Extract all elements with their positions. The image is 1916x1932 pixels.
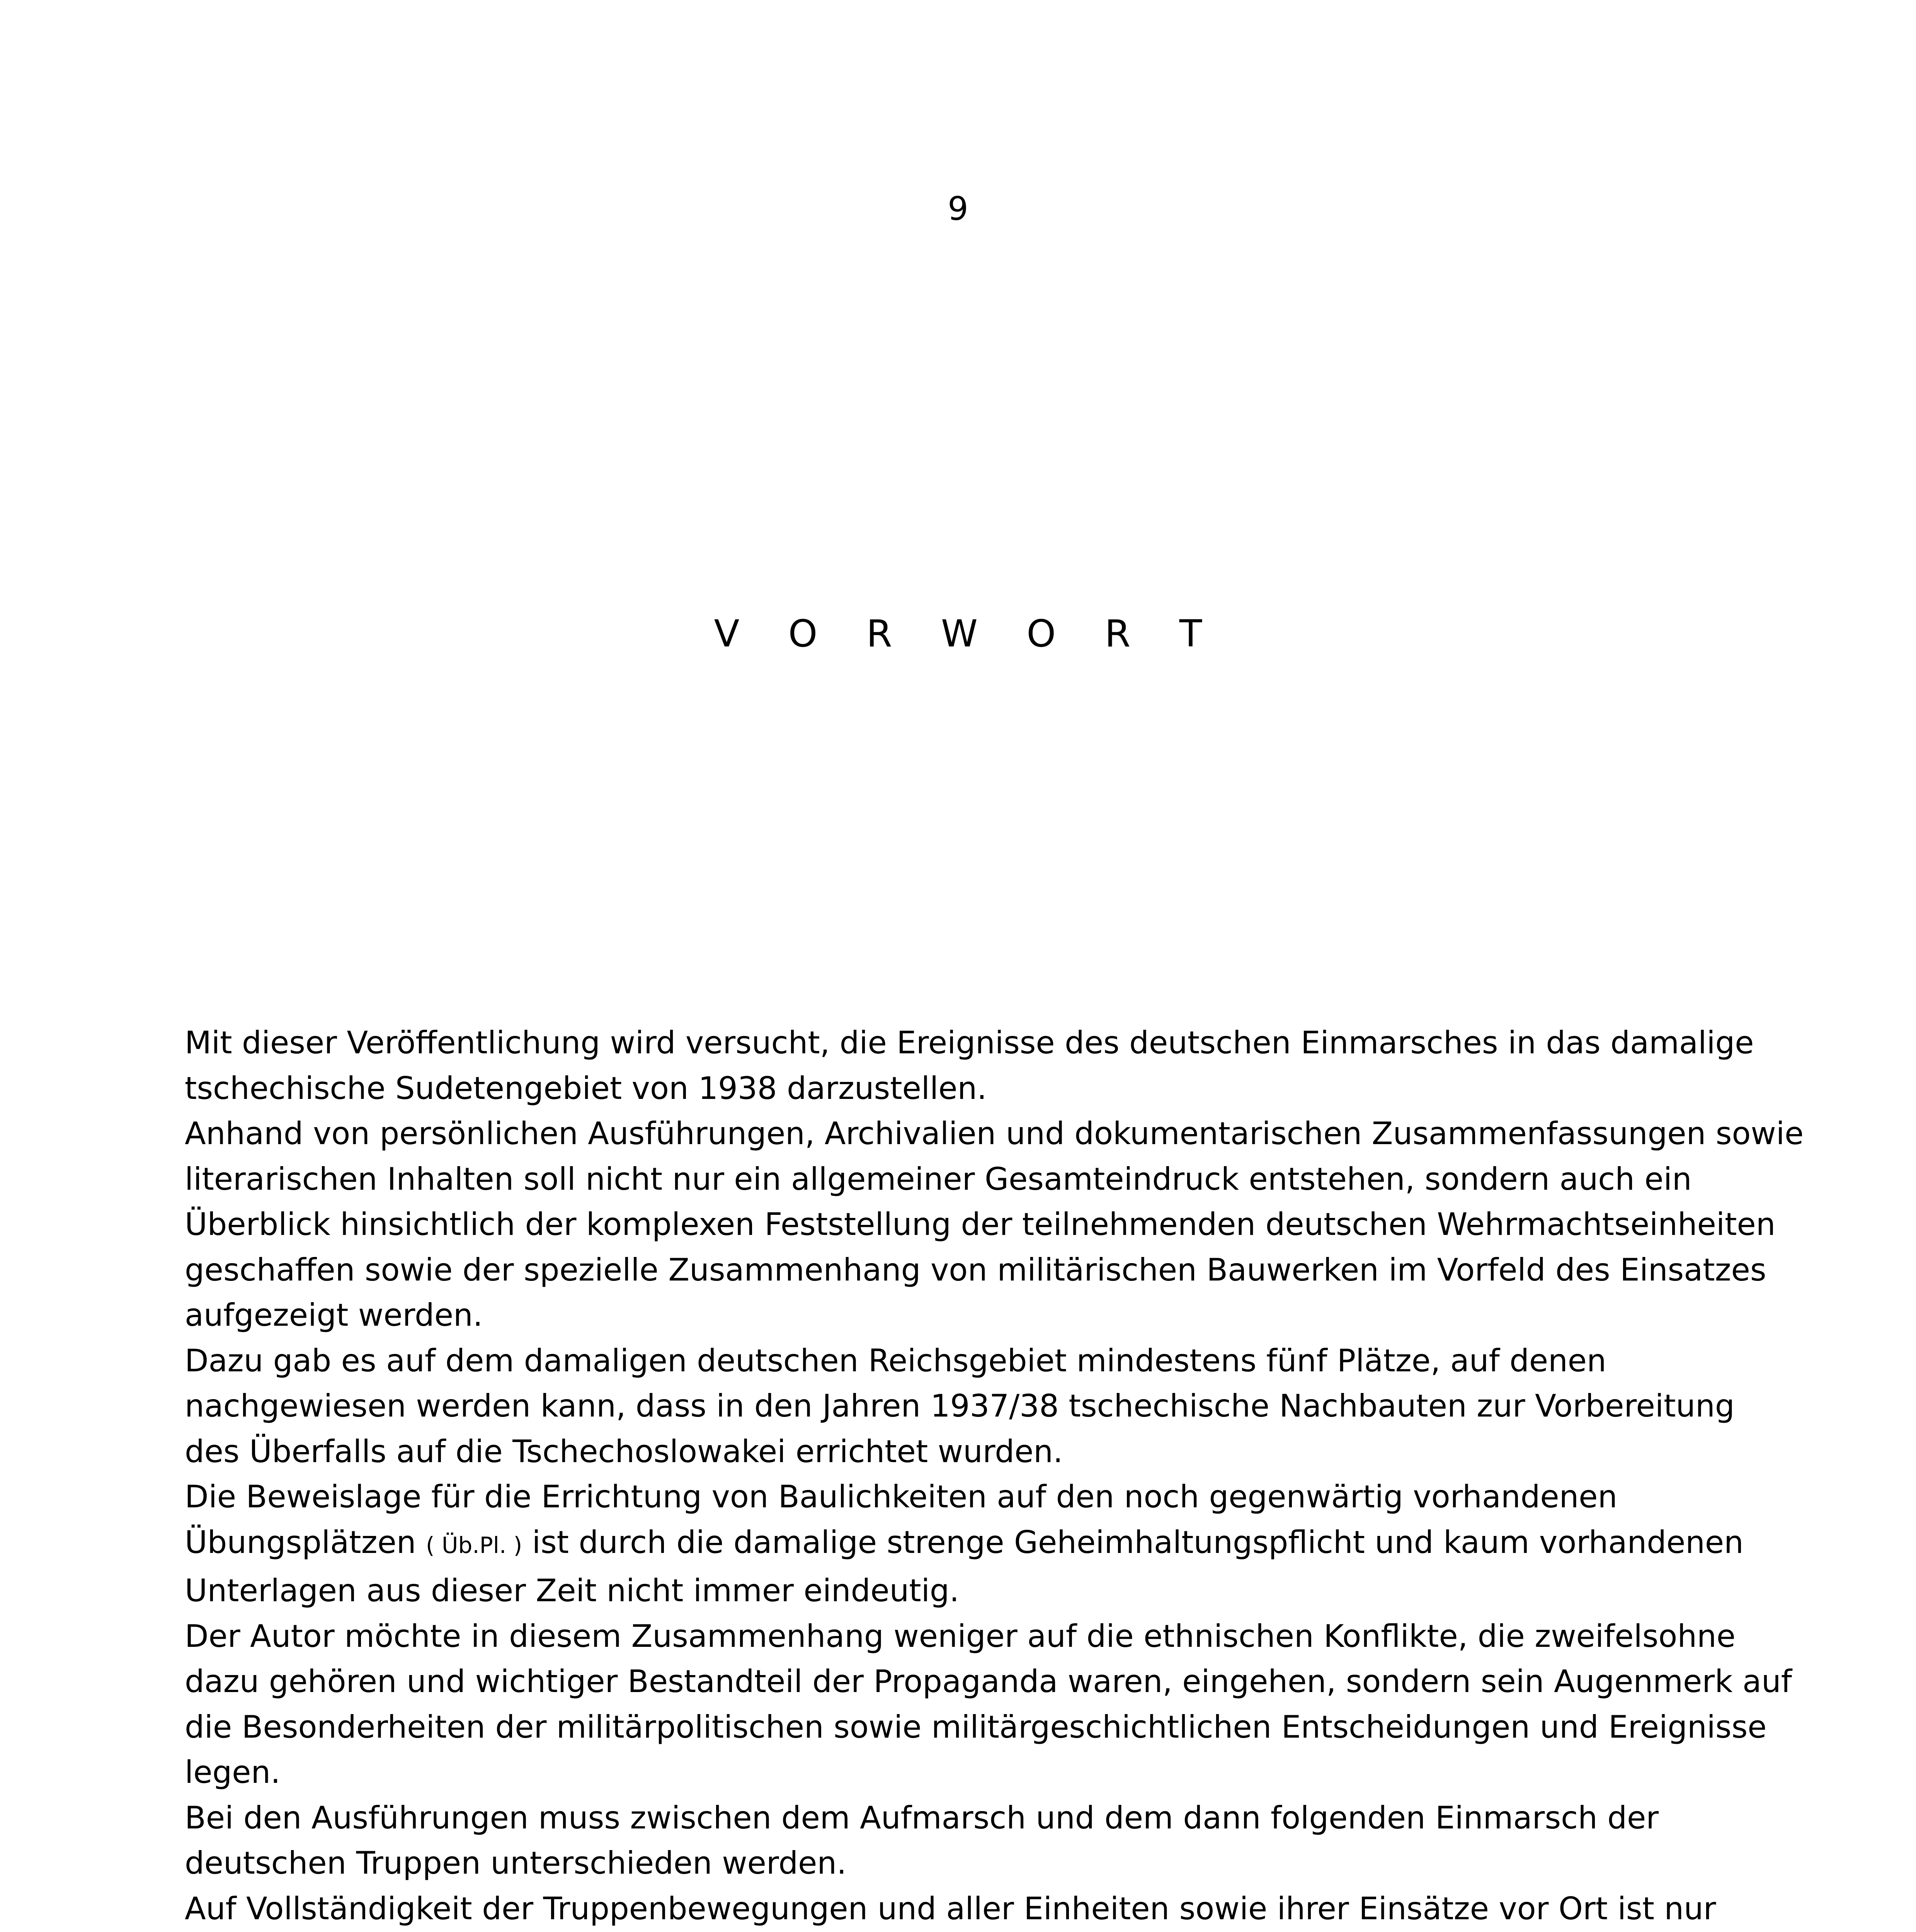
text-line: tschechische Sudetengebiet von 1938 darzustellen.: [185, 1070, 987, 1106]
text-line: Bei den Ausführungen muss zwischen dem Aufmarsch und dem dann folgenden Einmarsch der: [185, 1799, 1659, 1836]
text-line: geschaffen sowie der spezielle Zusammenhang von militärischen Bauwerken im Vorfeld des Einsatzes: [185, 1252, 1766, 1288]
text-line: Unterlagen aus dieser Zeit nicht immer eindeutig.: [185, 1573, 960, 1609]
text-line: nachgewiesen werden kann, dass in den Jahren 1937/38 tschechische Nachbauten zur Vorbereitung: [185, 1388, 1735, 1424]
text-line: Überblick hinsichtlich der komplexen Feststellung der teilnehmenden deutschen Wehrmachtseinheiten: [185, 1206, 1776, 1242]
page-number: 9: [948, 190, 968, 228]
text-line: des Überfalls auf die Tschechoslowakei errichtet wurden.: [185, 1433, 1063, 1469]
text-line: dazu gehören und wichtiger Bestandteil der Propaganda waren, eingehen, sondern sein Augenmerk auf: [185, 1663, 1792, 1699]
text-line: literarischen Inhalten soll nicht nur ein allgemeiner Gesamteindruck entstehen, sondern auch ein: [185, 1161, 1692, 1197]
body-text: [185, 1020, 1804, 1932]
text-line: die Besonderheiten der militärpolitischen sowie militärgeschichtlichen Entscheidungen und Ereignisse: [185, 1709, 1767, 1745]
text-line: Die Beweislage für die Errichtung von Baulichkeiten auf den noch gegenwärtig vorhandenen: [185, 1479, 1618, 1515]
text-line: Mit dieser Veröffentlichung wird versucht, die Ereignisse des deutschen Einmarsches in das damalige: [185, 1025, 1754, 1061]
text-line: Auf Vollständigkeit der Truppenbewegungen und aller Einheiten sowie ihrer Einsätze vor Ort ist nur: [185, 1890, 1716, 1927]
text-line: legen.: [185, 1754, 281, 1790]
text-line: Der Autor möchte in diesem Zusammenhang weniger auf die ethnischen Konflikte, die zweifelsohne: [185, 1618, 1736, 1654]
text-line: aufgezeigt werden.: [185, 1297, 483, 1333]
text-line: [185, 1520, 1769, 1568]
text-line: deutschen Truppen unterschieden werden.: [185, 1845, 847, 1881]
text-fragment: ist durch die damalige strenge Geheimhaltungspflicht und kaum vorhandenen: [522, 1524, 1744, 1560]
text-fragment: Übungsplätzen: [185, 1524, 426, 1560]
text-line: Dazu gab es auf dem damaligen deutschen Reichsgebiet mindestens fünf Plätze, auf denen: [185, 1342, 1606, 1379]
page-title: V O R W O R T: [714, 612, 1221, 655]
abbreviation: ( Üb.Pl. ): [425, 1532, 522, 1558]
text-line: Anhand von persönlichen Ausführungen, Archivalien und dokumentarischen Zusammenfassungen sowie: [185, 1116, 1804, 1151]
